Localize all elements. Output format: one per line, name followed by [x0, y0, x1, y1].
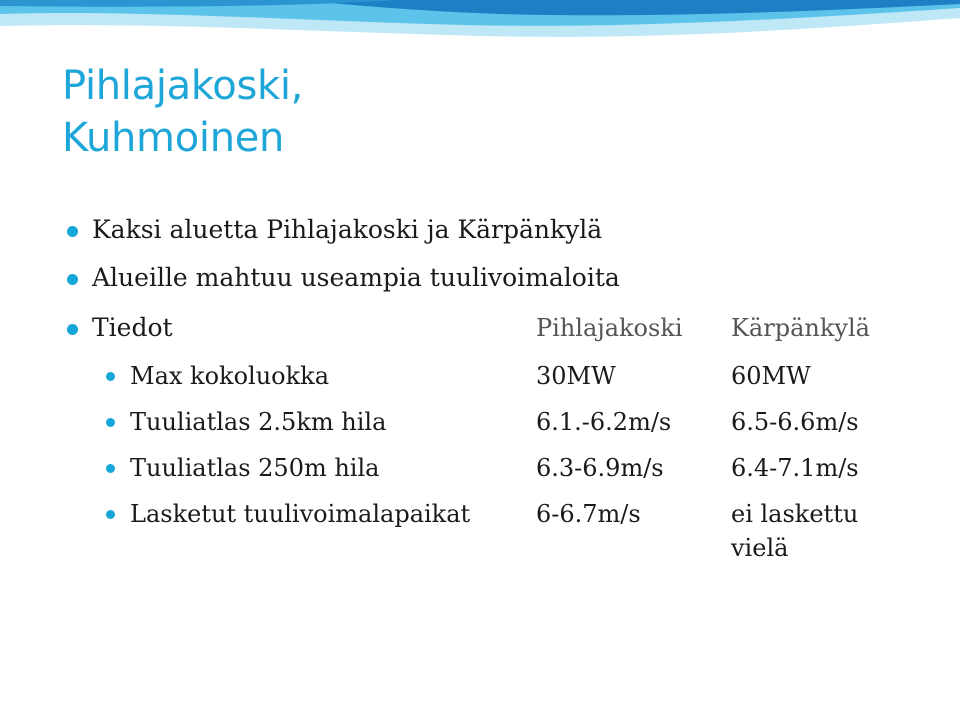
- sub-bullet-dot-icon: [106, 418, 115, 427]
- data-row-max-kokoluokka: [0, 358, 960, 398]
- row-label: Max kokoluokka: [130, 362, 330, 390]
- row-value-pihlajakoski: 6-6.7m/s: [536, 500, 641, 528]
- title-line-2: Kuhmoinen: [62, 115, 285, 161]
- bullet-text: Kaksi aluetta Pihlajakoski ja Kärpänkylä: [92, 215, 603, 244]
- data-row-tuuliatlas-250m: [0, 450, 960, 490]
- tiedot-label: Tiedot: [92, 313, 173, 342]
- sub-bullet-dot-icon: [106, 372, 115, 381]
- row-value-karpankyla-line-1: ei laskettu: [731, 500, 859, 528]
- tiedot-header-row: [0, 310, 960, 350]
- data-row-tuuliatlas-2-5km: [0, 404, 960, 444]
- row-value-karpankyla: 60MW: [731, 362, 811, 390]
- sub-bullet-dot-icon: [106, 464, 115, 473]
- bullet-dot-icon: [67, 274, 78, 285]
- bullet-item: [0, 260, 960, 300]
- row-value-karpankyla-line-2: vielä: [731, 534, 789, 562]
- slide-title: [62, 60, 303, 164]
- column-header-karpankyla: Kärpänkylä: [731, 314, 870, 342]
- row-value-pihlajakoski: 6.1.-6.2m/s: [536, 408, 672, 436]
- row-value-pihlajakoski: 6.3-6.9m/s: [536, 454, 664, 482]
- row-value-karpankyla: 6.5-6.6m/s: [731, 408, 859, 436]
- row-value-karpankyla: 6.4-7.1m/s: [731, 454, 859, 482]
- bullet-dot-icon: [67, 324, 78, 335]
- column-header-pihlajakoski: Pihlajakoski: [536, 314, 683, 342]
- row-label: Lasketut tuulivoimalapaikat: [130, 500, 471, 528]
- row-value-pihlajakoski: 30MW: [536, 362, 616, 390]
- row-label: Tuuliatlas 250m hila: [130, 454, 380, 482]
- bullet-text: Alueille mahtuu useampia tuulivoimaloita: [92, 263, 620, 292]
- bullet-dot-icon: [67, 226, 78, 237]
- bullet-item: [0, 212, 960, 252]
- title-line-1: Pihlajakoski,: [62, 63, 304, 109]
- row-label: Tuuliatlas 2.5km hila: [130, 408, 387, 436]
- sub-bullet-dot-icon: [106, 510, 115, 519]
- data-row-lasketut: [0, 496, 960, 576]
